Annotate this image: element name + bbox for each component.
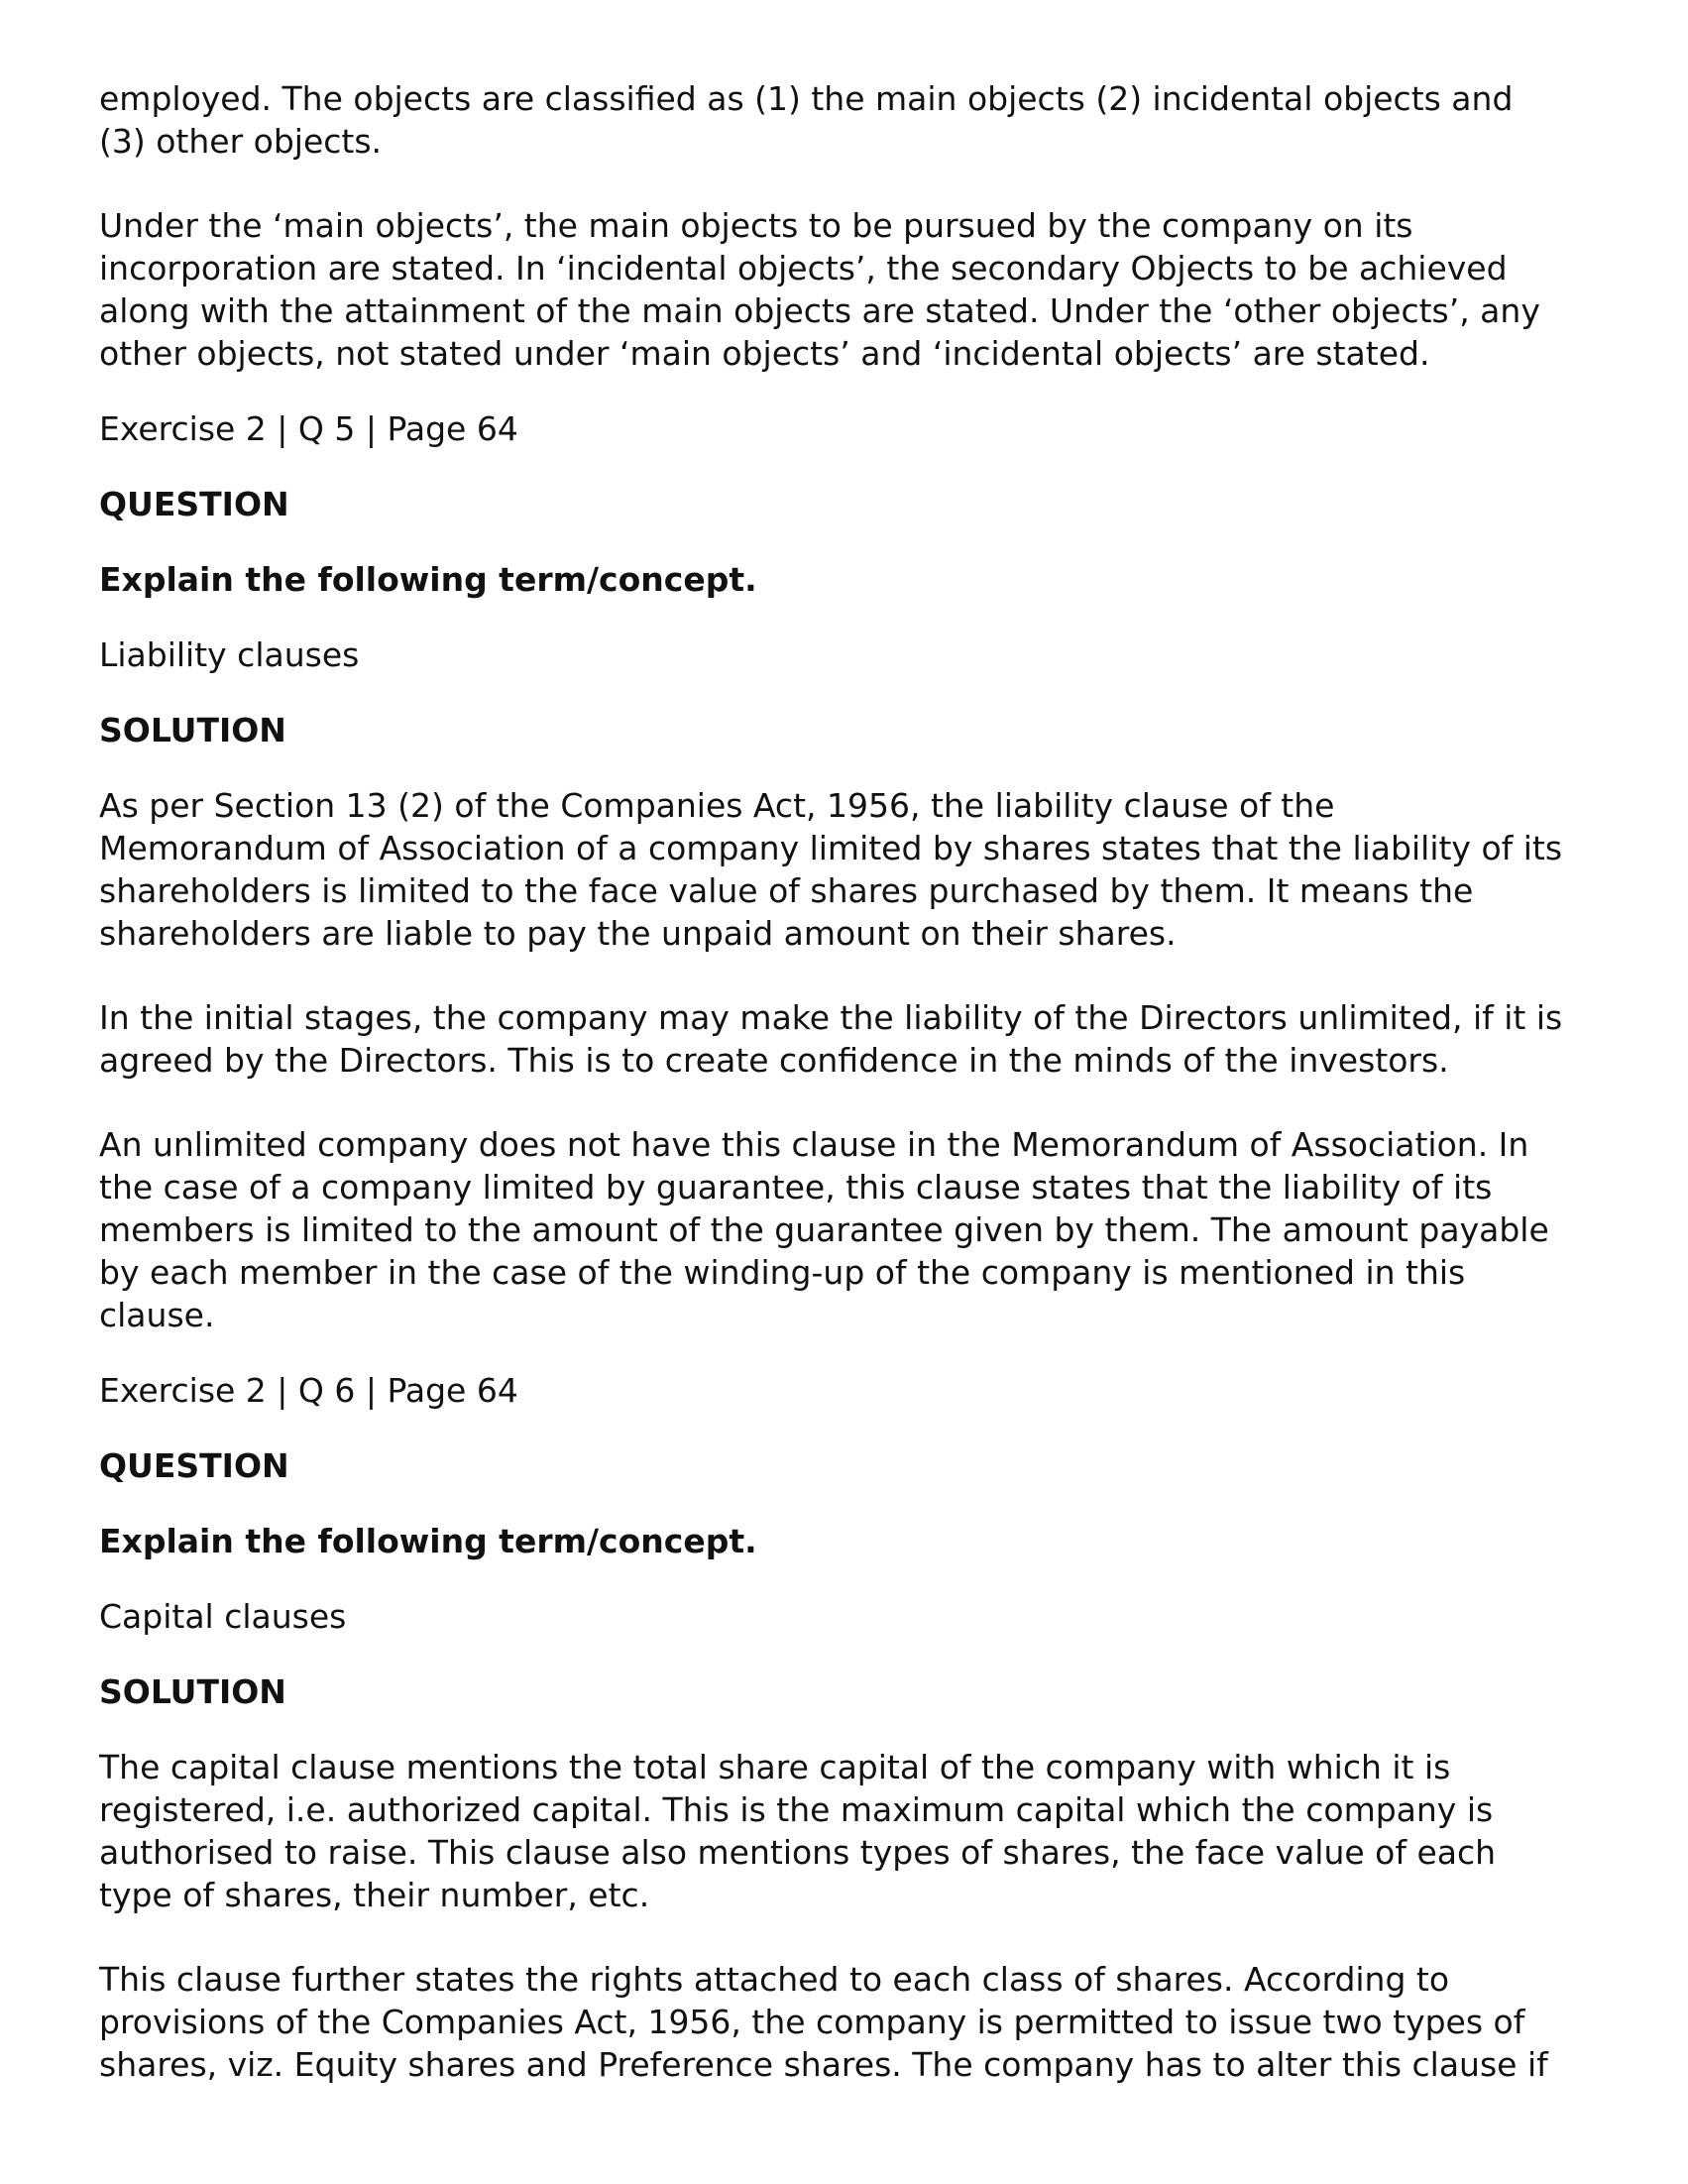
text-line: agreed by the Directors. This is to create confidence in the minds of the investors. bbox=[99, 1041, 1449, 1080]
q5-solution-paragraph-3 bbox=[99, 1123, 1606, 1336]
text-line: This clause further states the rights attached to each class of shares. According to bbox=[99, 1960, 1450, 1999]
objects-classification-paragraph bbox=[99, 77, 1606, 163]
q5-question-heading: QUESTION bbox=[99, 485, 289, 523]
text-line: registered, i.e. authorized capital. This is the maximum capital which the company is bbox=[99, 1790, 1494, 1829]
text-line: along with the attainment of the main objects are stated. Under the ‘other objects’, any bbox=[99, 291, 1540, 330]
text-line: shareholders are liable to pay the unpaid amount on their shares. bbox=[99, 914, 1177, 953]
q6-exercise-reference: Exercise 2 | Q 6 | Page 64 bbox=[99, 1371, 518, 1410]
q5-exercise-reference: Exercise 2 | Q 5 | Page 64 bbox=[99, 409, 518, 448]
q6-term: Capital clauses bbox=[99, 1597, 347, 1636]
text-line: Memorandum of Association of a company limited by shares states that the liability of its bbox=[99, 829, 1563, 867]
text-line: employed. The objects are classified as (1) the main objects (2) incidental objects and bbox=[99, 79, 1514, 118]
document-page bbox=[99, 77, 1606, 2127]
q6-solution-paragraph-2 bbox=[99, 1958, 1606, 2086]
q5-term: Liability clauses bbox=[99, 635, 360, 674]
q6-prompt: Explain the following term/concept. bbox=[99, 1522, 757, 1560]
text-line: (3) other objects. bbox=[99, 122, 383, 161]
text-line: An unlimited company does not have this clause in the Memorandum of Association. In bbox=[99, 1125, 1529, 1164]
text-line: by each member in the case of the winding-up of the company is mentioned in this bbox=[99, 1253, 1466, 1292]
objects-description-paragraph bbox=[99, 204, 1606, 375]
q6-solution-paragraph-1 bbox=[99, 1746, 1606, 1916]
text-line: provisions of the Companies Act, 1956, the company is permitted to issue two types of bbox=[99, 2003, 1525, 2041]
text-line: type of shares, their number, etc. bbox=[99, 1876, 650, 1914]
q5-prompt: Explain the following term/concept. bbox=[99, 560, 757, 599]
q5-solution-heading: SOLUTION bbox=[99, 711, 286, 749]
text-line: shareholders is limited to the face value of shares purchased by them. It means the bbox=[99, 871, 1474, 910]
text-line: shares, viz. Equity shares and Preference shares. The company has to alter this clause if bbox=[99, 2045, 1548, 2084]
text-line: As per Section 13 (2) of the Companies Act, 1956, the liability clause of the bbox=[99, 786, 1335, 825]
text-line: the case of a company limited by guarantee, this clause states that the liability of its bbox=[99, 1168, 1493, 1207]
text-line: incorporation are stated. In ‘incidental objects’, the secondary Objects to be achieved bbox=[99, 249, 1508, 287]
text-line: members is limited to the amount of the guarantee given by them. The amount payable bbox=[99, 1210, 1549, 1249]
q6-solution-heading: SOLUTION bbox=[99, 1672, 286, 1711]
text-line: clause. bbox=[99, 1296, 215, 1334]
q5-solution-paragraph-2 bbox=[99, 996, 1606, 1082]
text-line: The capital clause mentions the total share capital of the company with which it is bbox=[99, 1748, 1451, 1786]
text-line: In the initial stages, the company may make the liability of the Directors unlimited, if it is bbox=[99, 998, 1563, 1037]
text-line: other objects, not stated under ‘main objects’ and ‘incidental objects’ are stated. bbox=[99, 334, 1430, 373]
text-line: Under the ‘main objects’, the main objects to be pursued by the company on its bbox=[99, 206, 1413, 245]
text-line: authorised to raise. This clause also mentions types of shares, the face value of each bbox=[99, 1833, 1497, 1872]
q5-solution-paragraph-1 bbox=[99, 784, 1606, 955]
q6-question-heading: QUESTION bbox=[99, 1446, 289, 1485]
